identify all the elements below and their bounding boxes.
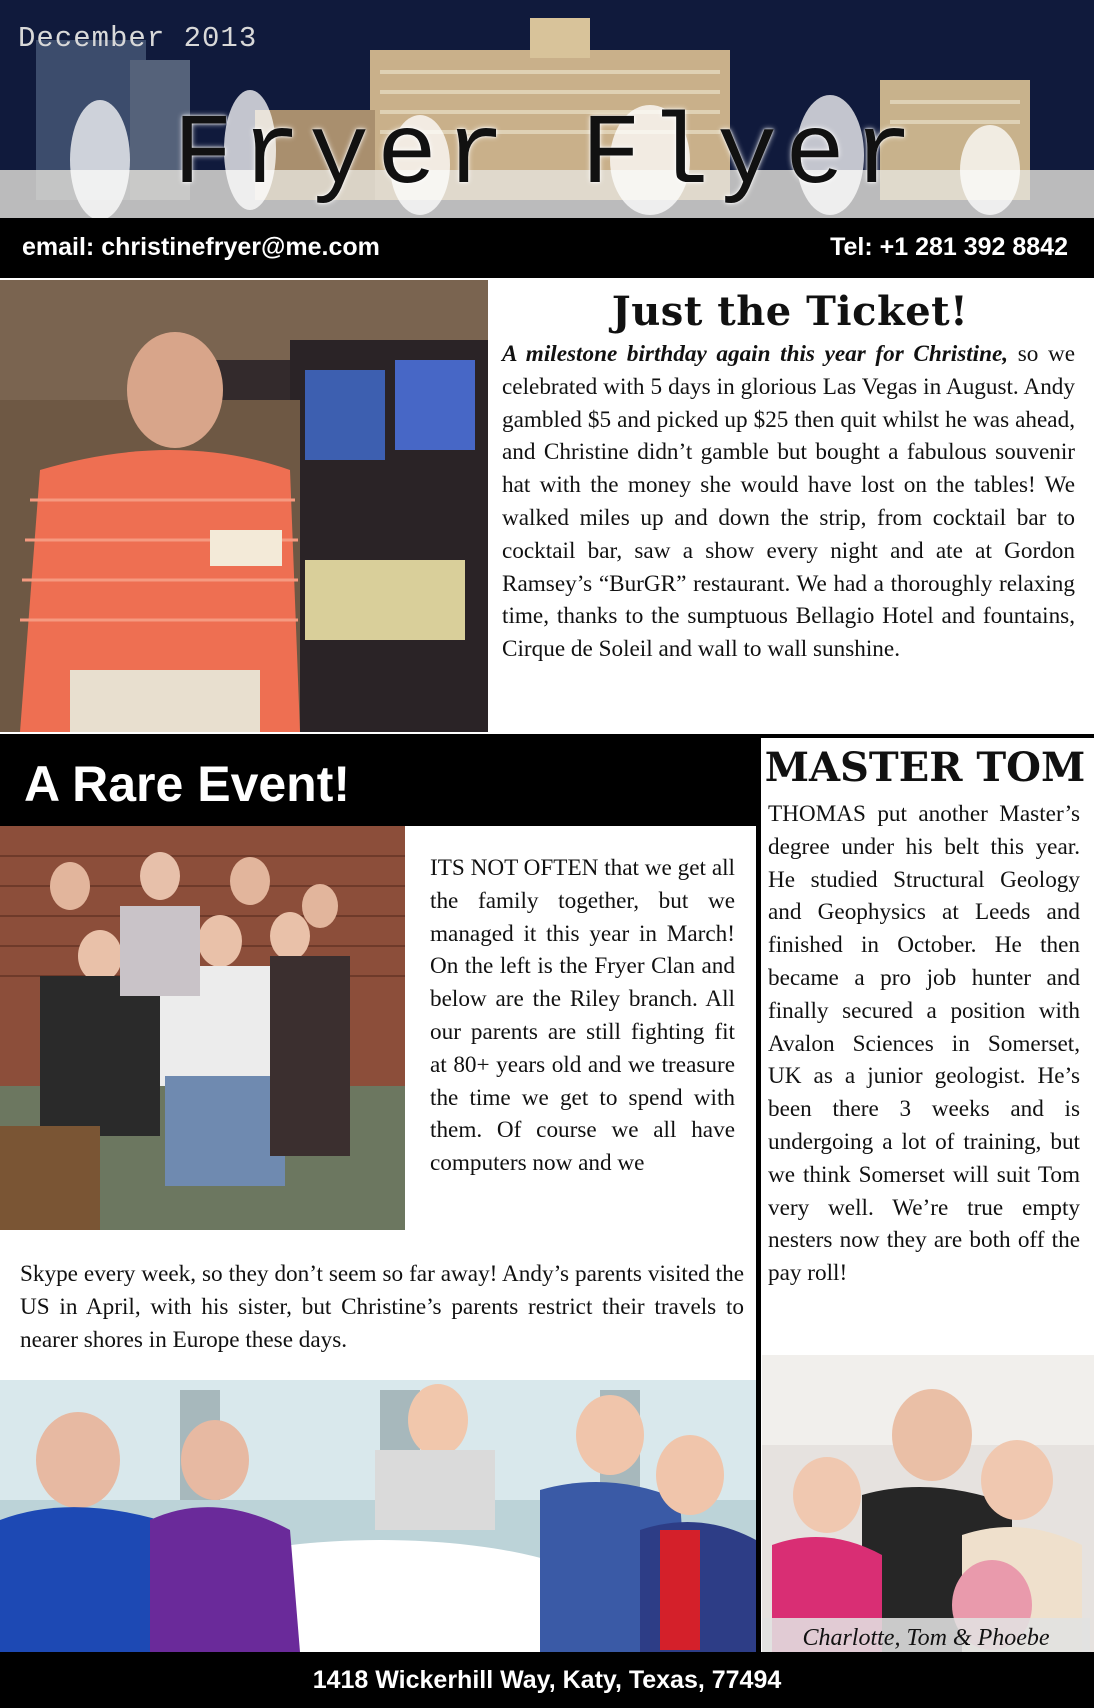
vegas-article-lead: A milestone birthday again this year for Christine, [502,341,1009,367]
tom-article-top-rule [756,734,1094,738]
vegas-article-body [502,338,1075,666]
column-divider [756,734,761,1652]
family-article-body-top: ITS NOT OFTEN that we get all the family together, but we managed it this year in March! On the left is the Fryer Clan and below are the Riley branch. All our parents are still fighting fit at 80+ years old and we treasure the time we get to spend with them. Of course we all have computers now and we [430,855,735,1177]
riley-family-photo [0,1380,756,1652]
masthead-banner [0,0,1094,218]
family-article-title: A Rare Event! [24,756,351,812]
newsletter-title: Fryer Flyer [172,100,922,213]
telephone-number[interactable]: Tel: +1 281 392 8842 [830,233,1068,261]
issue-date: December 2013 [18,22,258,55]
photo-caption: Charlotte, Tom & Phoebe [762,1618,1090,1658]
footer-address: 1418 Wickerhill Way, Katy, Texas, 77494 [0,1652,1094,1708]
vegas-article-title: Just the Ticket! [611,288,969,335]
vegas-article-text: so we celebrated with 5 days in glorious Las Vegas in August. Andy gambled $5 and picked up $25 then quit whilst he was ahead, and Christine didn’t gamble but bought a fabulous souvenir hat with the money she would have lost on the tables! We walked miles up and down the strip, from cocktail bar to cocktail bar, saw a show every night and ate at Gordon Ramsey’s “BurGR” restaurant. We had a thoroughly relaxing time, thanks to the sumptuous Bellagio Hotel and fountains, Cirque de Soleil and wall to wall sunshine. [502,341,1075,663]
family-article-body-bottom: Skype every week, so they don’t seem so far away! Andy’s parents visited the US in April, with his sister, but Christine’s parents restrict their travels to nearer shores in Europe these days. [20,1261,744,1353]
tom-and-nieces-photo [762,1355,1094,1652]
fryer-family-photo [0,826,405,1230]
email-address[interactable]: email: christinefryer@me.com [22,233,380,261]
contact-bar [0,218,1094,278]
tom-article-body: THOMAS put another Master’s degree under his belt this year. He studied Structural Geology and Geophysics at Leeds and finished in October. He then became a pro job hunter and finally secured a position with Avalon Sciences in Somerset, UK as a junior geologist. He’s been there 3 weeks and is undergoing a lot of training, but we think Somerset will suit Tom very well. We’re true empty nesters now they are both off the pay roll! [768,801,1080,1287]
casino-photo [0,280,488,732]
tom-article-title: MASTER TOM [764,744,1086,791]
